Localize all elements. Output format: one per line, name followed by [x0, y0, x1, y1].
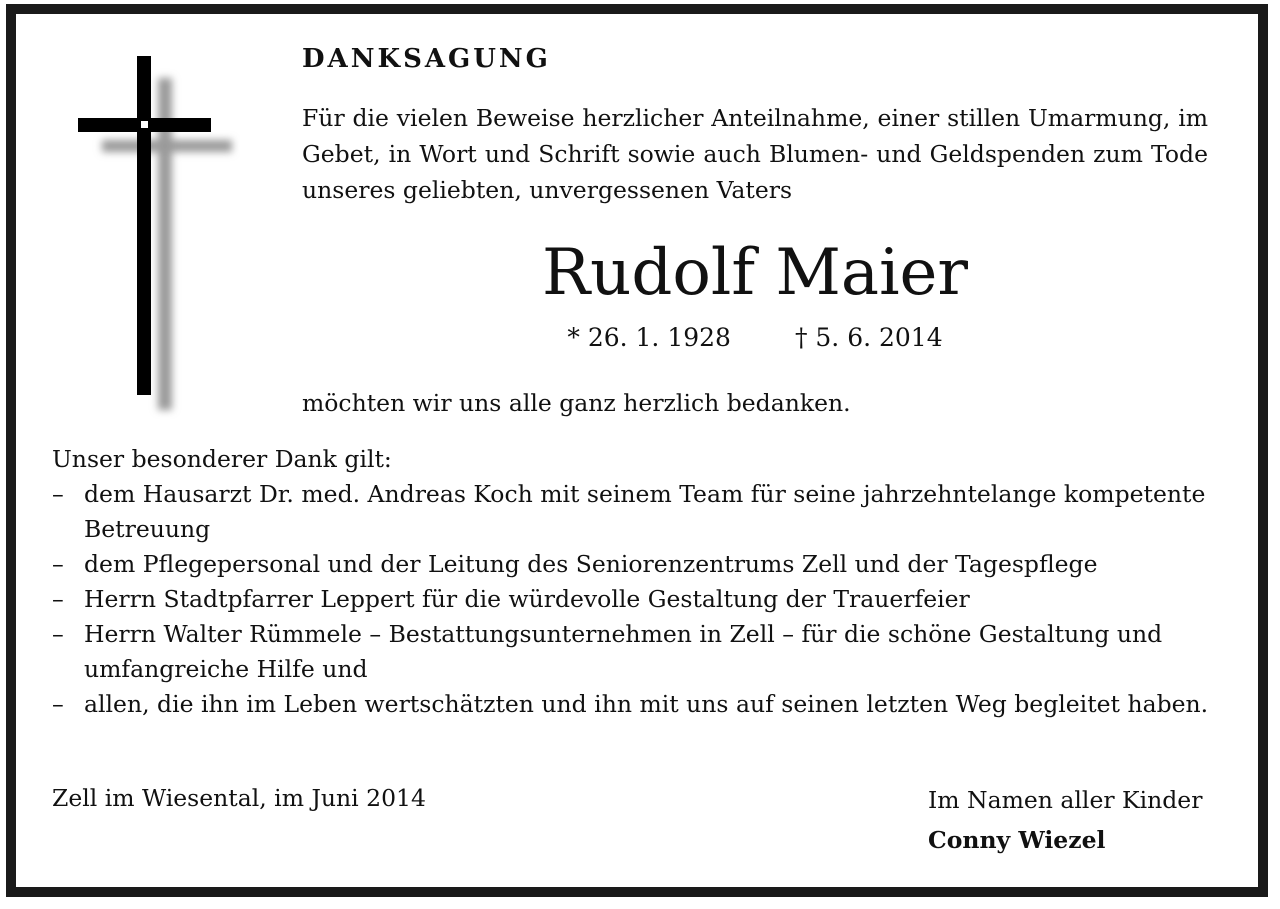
- list-item: [52, 477, 1212, 547]
- list-item-text: allen, die ihn im Leben wertschätzten und ihn mit uns auf seinen letzten Weg begleitet haben.: [84, 690, 1209, 718]
- list-dash: –: [52, 480, 64, 508]
- cross-icon: [70, 50, 240, 420]
- place-date: Zell im Wiesental, im Juni 2014: [52, 784, 426, 812]
- list-dash: –: [52, 585, 64, 613]
- heading: DANKSAGUNG: [302, 44, 551, 74]
- thanks-list: [52, 477, 1212, 722]
- cross-shape: [78, 56, 211, 395]
- birth-date: * 26. 1. 1928: [567, 323, 731, 352]
- signature-block: [928, 780, 1202, 860]
- list-item: [52, 617, 1212, 687]
- thanks-title: Unser besonderer Dank gilt:: [52, 445, 392, 473]
- list-item-text: Herrn Stadtpfarrer Leppert für die würdevolle Gestaltung der Trauerfeier: [84, 585, 970, 613]
- list-item: [52, 687, 1212, 722]
- list-item-text: dem Hausarzt Dr. med. Andreas Koch mit seinem Team für seine jahrzehntelange kompetente Betreuung: [84, 480, 1206, 543]
- intro-text: Für die vielen Beweise herzlicher Anteilnahme, einer stillen Umarmung, im Gebet, in Wort und Schrift sowie auch Blumen- und Geldspenden zum Tode unseres geliebten, unvergessenen Vaters: [302, 104, 1208, 204]
- list-dash: –: [52, 620, 64, 648]
- signature-line: Im Namen aller Kinder: [928, 786, 1203, 814]
- list-item-text: dem Pflegepersonal und der Leitung des Seniorenzentrums Zell und der Tagespflege: [84, 550, 1098, 578]
- list-item: [52, 582, 1212, 617]
- list-item-text: Herrn Walter Rümmele – Bestattungsunternehmen in Zell – für die schöne Gestaltung und umfangreiche Hilfe und: [84, 620, 1163, 683]
- list-dash: –: [52, 690, 64, 718]
- deceased-name: Rudolf Maier: [541, 236, 969, 310]
- list-item: [52, 547, 1212, 582]
- signer-name: Conny Wiezel: [928, 826, 1106, 854]
- death-date: † 5. 6. 2014: [794, 323, 943, 352]
- life-dates: [302, 320, 1208, 356]
- closing-text: möchten wir uns alle ganz herzlich bedanken.: [302, 389, 851, 417]
- list-dash: –: [52, 550, 64, 578]
